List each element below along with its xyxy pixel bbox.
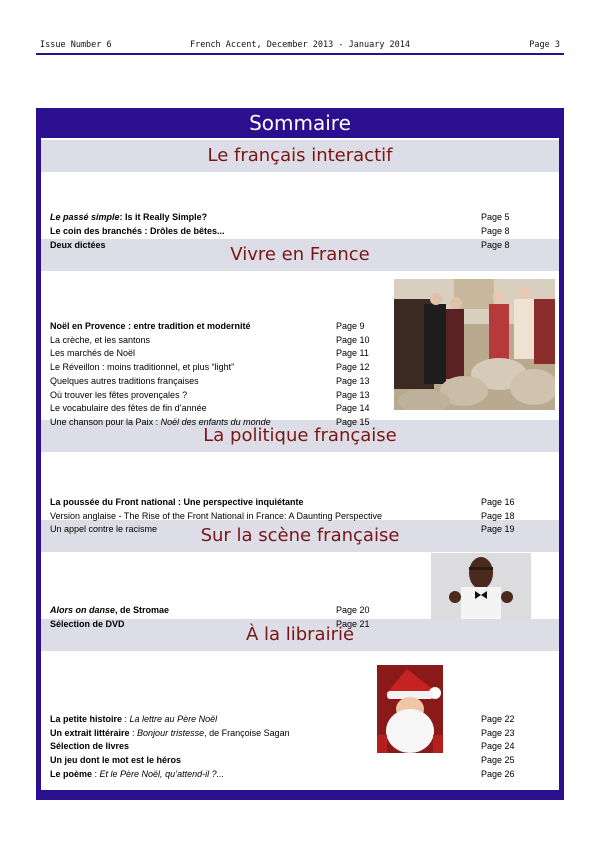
toc-entry-text: Un appel contre le racisme: [50, 524, 158, 534]
toc-entry-page[interactable]: Page 18: [481, 511, 515, 521]
toc-entry-title[interactable]: [50, 604, 169, 617]
toc-entry-text: La poussée du Front national : Une perspective inquiétante: [50, 497, 304, 507]
toc-entry-page[interactable]: Page 25: [481, 755, 515, 765]
toc-entry-text: Version anglaise - The Rise of the Front National in France: A Daunting Perspective: [50, 511, 383, 521]
page-header: [36, 38, 564, 52]
toc-entry-text: Le coin des branchés : Drôles de bêtes...: [50, 226, 225, 236]
section-header-scene: Sur la scène française: [41, 520, 559, 552]
section-header-vivre-en-france: Vivre en France: [41, 239, 559, 271]
toc-entry-text: Un jeu dont le mot est le héros: [50, 755, 182, 765]
toc-entry-text: Le vocabulaire des fêtes de fin d’année: [50, 403, 207, 413]
toc-entry-page[interactable]: Page 8: [481, 226, 510, 236]
toc-entry-text: : Is it Really Simple?: [119, 212, 208, 222]
toc-entry-text: , de Françoise Sagan: [204, 728, 290, 738]
toc-entry-text: Où trouver les fêtes provençales ?: [50, 390, 188, 400]
toc-entry-title[interactable]: [50, 618, 125, 631]
section-header-librairie: À la librairie: [41, 619, 559, 651]
toc-entry-text: La lettre au Père Noël: [129, 714, 218, 724]
toc-entry-title[interactable]: [50, 361, 234, 374]
toc-entry-page[interactable]: Page 14: [336, 403, 370, 413]
toc-entry-title[interactable]: [50, 402, 207, 415]
issue-number: Issue Number 6: [40, 40, 112, 50]
toc-entry-title[interactable]: [50, 727, 290, 740]
toc-entry-title[interactable]: [50, 225, 225, 238]
toc-entry-title[interactable]: [50, 713, 217, 726]
toc-entry-text: La crèche, et les santons: [50, 335, 151, 345]
toc-entry-text: Quelques autres traditions françaises: [50, 376, 199, 386]
toc-entry-text: :: [122, 714, 130, 724]
toc-entry-title[interactable]: [50, 239, 106, 252]
provence-parade-photo: [394, 279, 555, 410]
toc-entry-page[interactable]: Page 19: [481, 524, 515, 534]
toc-entry-page[interactable]: Page 9: [336, 321, 365, 331]
toc-entry-page[interactable]: Page 23: [481, 728, 515, 738]
toc-entry-text: Les marchés de Noël: [50, 348, 136, 358]
toc-entry-title[interactable]: [50, 740, 129, 753]
toc-entry-title[interactable]: [50, 375, 199, 388]
toc-entry-page[interactable]: Page 24: [481, 741, 515, 751]
toc-entry-page[interactable]: Page 26: [481, 769, 515, 779]
toc-entry-page[interactable]: Page 11: [336, 348, 369, 358]
toc-entry-text: Sélection de DVD: [50, 619, 125, 629]
toc-entry-text: :: [92, 769, 100, 779]
toc-entry-text: Noël en Provence : entre tradition et modernité: [50, 321, 251, 331]
page-number: Page 3: [529, 40, 560, 50]
toc-entry-title[interactable]: [50, 496, 304, 509]
toc-entry-text: Et le Père Noël, qu’attend-il ?...: [99, 769, 225, 779]
publication-title: French Accent, December 2013 - January 2014: [189, 40, 411, 50]
toc-entry-page[interactable]: Page 10: [336, 335, 370, 345]
toc-entry-title[interactable]: [50, 510, 382, 523]
toc-entry-text: Le passé simple: [50, 212, 120, 222]
toc-entry-page[interactable]: Page 13: [336, 376, 370, 386]
toc-entry-page[interactable]: Page 12: [336, 362, 370, 372]
toc-entry-text: Deux dictées: [50, 240, 106, 250]
toc-entry-page[interactable]: Page 22: [481, 714, 515, 724]
toc-entry-text: Un extrait littéraire: [50, 728, 130, 738]
toc-entry-text: La petite histoire: [50, 714, 123, 724]
toc-entry-page[interactable]: Page 8: [481, 240, 510, 250]
toc-entry-text: Bonjour tristesse: [137, 728, 205, 738]
toc-entry-title[interactable]: [50, 320, 251, 333]
toc-entry-title[interactable]: [50, 768, 224, 781]
santa-claus-photo: [377, 665, 443, 753]
contents-title: Sommaire: [249, 111, 351, 135]
toc-entry-text: Le Réveillon : moins traditionnel, et plus “light”: [50, 362, 235, 372]
toc-entry-text: Une chanson pour la Paix :: [50, 417, 161, 427]
toc-entry-title[interactable]: [50, 523, 157, 536]
toc-entry-title[interactable]: [50, 347, 135, 360]
section-header-francais-interactif: Le français interactif: [41, 140, 559, 172]
toc-entry-title[interactable]: [50, 211, 207, 224]
toc-entry-title[interactable]: [50, 334, 150, 347]
toc-entry-text: Noël des enfants du monde: [160, 417, 271, 427]
toc-entry-page[interactable]: Page 13: [336, 390, 370, 400]
toc-entry-page[interactable]: Page 20: [336, 605, 370, 615]
toc-entry-title[interactable]: [50, 389, 187, 402]
contents-panel: [36, 108, 564, 800]
section-header-politique: La politique française: [41, 420, 559, 452]
toc-entry-title[interactable]: [50, 754, 181, 767]
toc-entry-text: Le poème: [50, 769, 93, 779]
header-rule: [36, 53, 564, 55]
toc-entry-text: , de Stromae: [115, 605, 170, 615]
toc-entry-page[interactable]: Page 16: [481, 497, 515, 507]
toc-entry-page[interactable]: Page 21: [336, 619, 370, 629]
toc-entry-text: Alors on danse: [50, 605, 116, 615]
toc-entry-text: :: [129, 728, 138, 738]
toc-entry-page[interactable]: Page 15: [336, 417, 370, 427]
stromae-photo: [431, 553, 531, 619]
toc-entry-page[interactable]: Page 5: [481, 212, 510, 222]
contents-body: [41, 138, 559, 790]
toc-entry-text: Sélection de livres: [50, 741, 130, 751]
toc-entry-title[interactable]: [50, 416, 271, 429]
